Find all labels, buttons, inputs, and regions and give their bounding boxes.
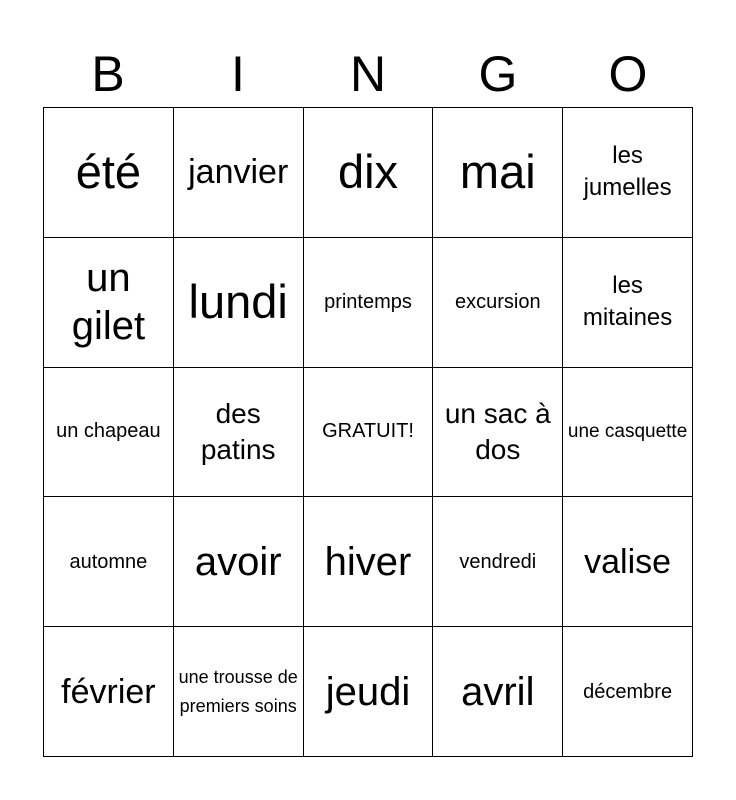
cell-label: printemps [324, 291, 412, 314]
cell-label: février [61, 672, 156, 711]
bingo-cell[interactable] [563, 627, 693, 757]
bingo-cell free-space[interactable] [304, 368, 434, 498]
bingo-cell[interactable] [563, 108, 693, 238]
cell-label: avoir [194, 539, 282, 584]
bingo-cell[interactable] [44, 108, 174, 238]
bingo-cell[interactable] [174, 497, 304, 627]
bingo-cell[interactable] [563, 238, 693, 368]
header-letter-g: G [478, 46, 518, 102]
bingo-cell[interactable] [174, 627, 304, 757]
cell-label: mai [459, 145, 536, 199]
cell-label: excursion [454, 291, 541, 314]
bingo-cell[interactable] [174, 108, 304, 238]
cell-label: les jumelles [583, 142, 672, 202]
bingo-cell[interactable] [44, 497, 174, 627]
bingo-cell[interactable] [304, 497, 434, 627]
bingo-cell[interactable] [304, 108, 434, 238]
cell-label: avril [461, 669, 535, 714]
header-letter-n: N [349, 46, 387, 102]
cell-label: les mitaines [582, 271, 673, 332]
cell-label: une casquette [567, 421, 688, 443]
cell-label: vendredi [459, 550, 537, 573]
header-letter-o: O [608, 46, 648, 102]
bingo-cell[interactable] [44, 238, 174, 368]
bingo-header [43, 40, 693, 108]
bingo-cell[interactable] [433, 497, 563, 627]
cell-label: dix [337, 145, 399, 199]
cell-label: valise [584, 542, 672, 581]
cell-label: un chapeau [56, 420, 161, 443]
cell-label: janvier [188, 153, 289, 192]
cell-label: une trousse de premiers soins [178, 666, 298, 716]
bingo-cell[interactable] [433, 368, 563, 498]
bingo-cell[interactable] [44, 627, 174, 757]
cell-label: lundi [188, 274, 288, 328]
bingo-cell[interactable] [304, 627, 434, 757]
bingo-cell[interactable] [563, 368, 693, 498]
cell-label: un sac à dos [444, 397, 551, 465]
bingo-cell[interactable] [44, 368, 174, 498]
cell-label: hiver [324, 539, 412, 584]
cell-label: un gilet [71, 256, 146, 349]
cell-label: des patins [200, 397, 276, 465]
bingo-cell[interactable] [433, 108, 563, 238]
cell-label: décembre [583, 680, 673, 703]
cell-label: automne [69, 550, 148, 573]
header-letter-b: B [91, 46, 125, 102]
cell-label: jeudi [325, 669, 411, 714]
free-space-label: GRATUIT! [322, 420, 414, 443]
bingo-cell[interactable] [304, 238, 434, 368]
bingo-cell[interactable] [433, 238, 563, 368]
bingo-cell[interactable] [174, 238, 304, 368]
bingo-cell[interactable] [433, 627, 563, 757]
cell-label: été [75, 145, 142, 199]
header-letter-i: I [231, 46, 245, 102]
bingo-cell[interactable] [174, 368, 304, 498]
bingo-card-grid [43, 107, 693, 757]
bingo-cell[interactable] [563, 497, 693, 627]
